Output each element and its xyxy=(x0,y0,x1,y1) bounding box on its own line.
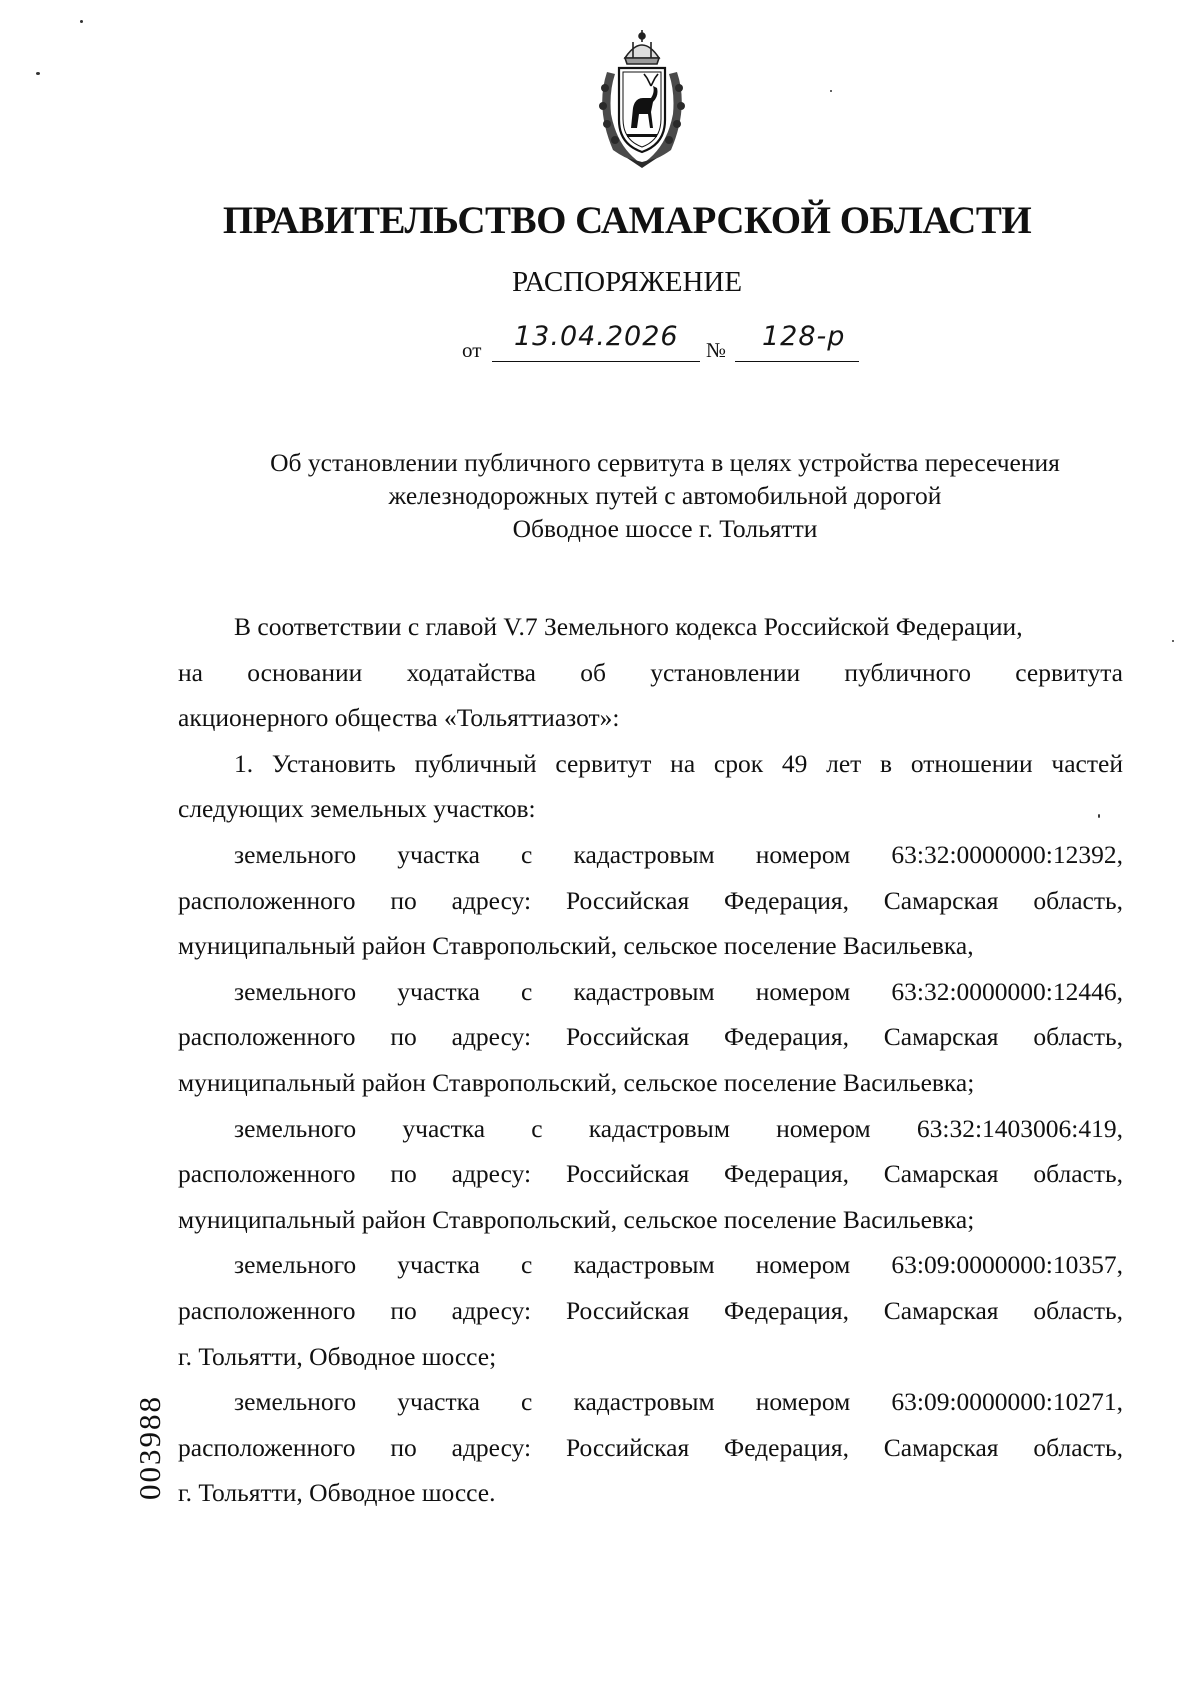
parcel-line: расположенного по адресу: Российская Федерация, Самарская область, xyxy=(178,1295,1123,1325)
subject-line: железнодорожных путей с автомобильной дорогой xyxy=(388,481,942,510)
side-stamp-number: 003988 xyxy=(132,1395,167,1500)
document-subject xyxy=(150,446,1180,545)
parcel-line: муниципальный район Ставропольский, сельское поселение Васильевка; xyxy=(178,1204,975,1234)
parcel-line: земельного участка с кадастровым номером 63:09:0000000:10357, xyxy=(234,1250,1123,1280)
parcel-line: расположенного по адресу: Российская Федерация, Самарская область, xyxy=(178,1022,1123,1052)
date-prefix: от xyxy=(462,338,482,362)
parcel-line: расположенного по адресу: Российская Федерация, Самарская область, xyxy=(178,1159,1123,1189)
parcel-line: муниципальный район Ставропольский, сельское поселение Васильевка; xyxy=(178,1067,975,1097)
document-body xyxy=(178,604,1123,1516)
parcel-line: земельного участка с кадастровым номером 63:09:0000000:10271, xyxy=(234,1387,1123,1417)
preamble-line: на основании ходатайства об установлении публичного сервитута xyxy=(178,657,1123,687)
subject-line: Обводное шоссе г. Тольятти xyxy=(512,514,818,543)
scan-speck xyxy=(80,20,83,23)
preamble-line: акционерного общества «Тольяттиазот»: xyxy=(178,703,620,733)
subject-line: Об установлении публичного сервитута в целях устройства пересечения xyxy=(270,448,1060,477)
date-underline xyxy=(492,361,700,362)
coat-of-arms-emblem xyxy=(587,28,697,170)
organization-title: ПРАВИТЕЛЬСТВО САМАРСКОЙ ОБЛАСТИ xyxy=(222,199,1032,242)
date-value: 13.04.2026 xyxy=(514,321,679,352)
parcel-line: г. Тольятти, Обводное шоссе; xyxy=(178,1341,497,1371)
date-number-line xyxy=(462,321,862,365)
parcel-line: земельного участка с кадастровым номером 63:32:0000000:12446, xyxy=(234,976,1123,1006)
parcel-line: расположенного по адресу: Российская Федерация, Самарская область, xyxy=(178,885,1123,915)
parcel-line: г. Тольятти, Обводное шоссе. xyxy=(178,1478,496,1508)
scan-speck xyxy=(36,72,40,75)
parcel-line: муниципальный район Ставропольский, сельское поселение Васильевка, xyxy=(178,931,974,961)
number-value: 128-р xyxy=(762,321,846,352)
parcel-line: земельного участка с кадастровым номером 63:32:1403006:419, xyxy=(234,1113,1123,1143)
number-prefix: № xyxy=(706,338,727,362)
scan-speck xyxy=(1098,814,1100,818)
scan-speck xyxy=(1172,640,1174,642)
scan-speck xyxy=(830,90,832,92)
number-underline xyxy=(735,361,859,362)
document-type: РАСПОРЯЖЕНИЕ xyxy=(511,266,743,298)
preamble-line: В соответствии с главой V.7 Земельного кодекса Российской Федерации, xyxy=(234,612,1023,641)
parcel-line: расположенного по адресу: Российская Федерация, Самарская область, xyxy=(178,1432,1123,1462)
clause-1: 1. Установить публичный сервитут на срок 49 лет в отношении частей следующих земельных участков: xyxy=(178,748,1123,824)
parcel-line: земельного участка с кадастровым номером 63:32:0000000:12392, xyxy=(234,839,1123,869)
